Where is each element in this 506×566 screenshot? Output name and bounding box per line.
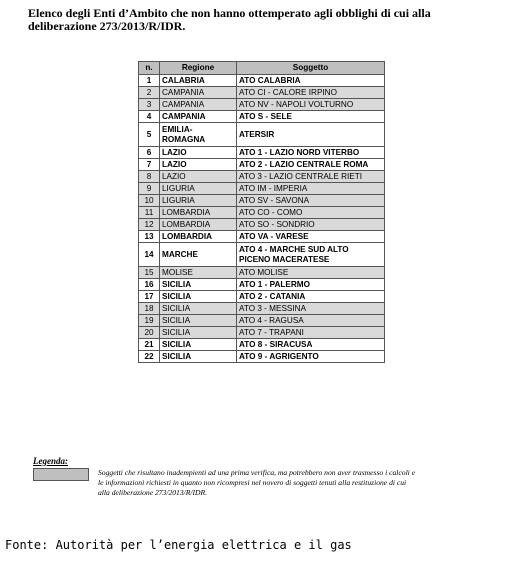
table-row	[139, 339, 385, 351]
cell-soggetto: ATO IM - IMPERIA	[237, 183, 385, 195]
cell-soggetto: ATO MOLISE	[237, 267, 385, 279]
header-regione: Regione	[160, 62, 237, 75]
cell-soggetto: ATERSIR	[237, 123, 385, 147]
cell-regione: CAMPANIA	[160, 111, 237, 123]
cell-n: 12	[139, 219, 160, 231]
cell-regione: LAZIO	[160, 147, 237, 159]
cell-n: 7	[139, 159, 160, 171]
cell-n: 20	[139, 327, 160, 339]
legend-swatch	[33, 468, 89, 481]
cell-soggetto: ATO SV - SAVONA	[237, 195, 385, 207]
cell-regione: SICILIA	[160, 303, 237, 315]
table-body	[139, 75, 385, 363]
cell-soggetto: ATO 1 - LAZIO NORD VITERBO	[237, 147, 385, 159]
table-row	[139, 207, 385, 219]
table-row	[139, 291, 385, 303]
cell-n: 13	[139, 231, 160, 243]
cell-n: 1	[139, 75, 160, 87]
cell-regione: LAZIO	[160, 171, 237, 183]
cell-regione: CAMPANIA	[160, 99, 237, 111]
cell-n: 6	[139, 147, 160, 159]
legend-label: Legenda:	[33, 456, 68, 466]
cell-n: 2	[139, 87, 160, 99]
cell-regione: EMILIA-ROMAGNA	[160, 123, 237, 147]
cell-regione: SICILIA	[160, 291, 237, 303]
cell-n: 14	[139, 243, 160, 267]
cell-soggetto: ATO 3 - MESSINA	[237, 303, 385, 315]
cell-regione: LOMBARDIA	[160, 207, 237, 219]
legend-text: Soggetti che risultano inadempienti ad una prima verifica, ma potrebbero non aver trasmesso i calcoli e le informazioni richiesti in quanto non ricompresi nel novero di soggetti tenuti alla restituzione di cui alla deliberazione 273/2013/R/IDR.	[98, 468, 416, 497]
cell-regione: SICILIA	[160, 315, 237, 327]
cell-regione: LOMBARDIA	[160, 231, 237, 243]
cell-regione: CAMPANIA	[160, 87, 237, 99]
cell-soggetto: ATO CO - COMO	[237, 207, 385, 219]
table-row	[139, 279, 385, 291]
cell-n: 8	[139, 171, 160, 183]
cell-regione: LAZIO	[160, 159, 237, 171]
cell-soggetto: ATO 2 - CATANIA	[237, 291, 385, 303]
cell-n: 9	[139, 183, 160, 195]
table-row	[139, 243, 385, 267]
table-row	[139, 147, 385, 159]
table-row	[139, 195, 385, 207]
cell-soggetto: ATO NV - NAPOLI VOLTURNO	[237, 99, 385, 111]
cell-n: 10	[139, 195, 160, 207]
table-row	[139, 87, 385, 99]
cell-soggetto: ATO VA - VARESE	[237, 231, 385, 243]
cell-soggetto: ATO S - SELE	[237, 111, 385, 123]
table-row	[139, 171, 385, 183]
cell-n: 11	[139, 207, 160, 219]
cell-regione: SICILIA	[160, 351, 237, 363]
cell-n: 16	[139, 279, 160, 291]
table-row	[139, 75, 385, 87]
cell-soggetto: ATO 3 - LAZIO CENTRALE RIETI	[237, 171, 385, 183]
cell-regione: LOMBARDIA	[160, 219, 237, 231]
source-caption: Fonte: Autorità per l’energia elettrica e il gas	[5, 538, 352, 552]
cell-soggetto: ATO 9 - AGRIGENTO	[237, 351, 385, 363]
cell-soggetto: ATO SO - SONDRIO	[237, 219, 385, 231]
cell-n: 3	[139, 99, 160, 111]
table-row	[139, 303, 385, 315]
table-row	[139, 99, 385, 111]
table-row	[139, 351, 385, 363]
table-row	[139, 327, 385, 339]
cell-soggetto: ATO 1 - PALERMO	[237, 279, 385, 291]
header-n: n.	[139, 62, 160, 75]
cell-n: 4	[139, 111, 160, 123]
table-row	[139, 183, 385, 195]
cell-n: 21	[139, 339, 160, 351]
table-row	[139, 219, 385, 231]
cell-n: 22	[139, 351, 160, 363]
cell-regione: LIGURIA	[160, 195, 237, 207]
table-row	[139, 123, 385, 147]
cell-soggetto: ATO 8 - SIRACUSA	[237, 339, 385, 351]
cell-soggetto: ATO CALABRIA	[237, 75, 385, 87]
cell-n: 18	[139, 303, 160, 315]
cell-regione: LIGURIA	[160, 183, 237, 195]
enti-table	[138, 61, 385, 363]
table-row	[139, 267, 385, 279]
cell-soggetto: ATO 7 - TRAPANI	[237, 327, 385, 339]
document-title: Elenco degli Enti d’Ambito che non hanno ottemperato agli obblighi di cui alla deliberazione 273/2013/R/IDR.	[28, 6, 431, 33]
table-row	[139, 159, 385, 171]
header-soggetto: Soggetto	[237, 62, 385, 75]
table-row	[139, 231, 385, 243]
table-header-row	[139, 62, 385, 75]
table-row	[139, 315, 385, 327]
table-row	[139, 111, 385, 123]
cell-n: 19	[139, 315, 160, 327]
cell-n: 5	[139, 123, 160, 147]
cell-regione: MARCHE	[160, 243, 237, 267]
cell-n: 15	[139, 267, 160, 279]
cell-regione: MOLISE	[160, 267, 237, 279]
cell-soggetto: ATO 4 - MARCHE SUD ALTO PICENO MACERATESE	[237, 243, 385, 267]
cell-regione: SICILIA	[160, 279, 237, 291]
cell-soggetto: ATO 4 - RAGUSA	[237, 315, 385, 327]
cell-n: 17	[139, 291, 160, 303]
cell-soggetto: ATO 2 - LAZIO CENTRALE ROMA	[237, 159, 385, 171]
cell-regione: SICILIA	[160, 327, 237, 339]
cell-regione: SICILIA	[160, 339, 237, 351]
cell-soggetto: ATO CI - CALORE IRPINO	[237, 87, 385, 99]
cell-regione: CALABRIA	[160, 75, 237, 87]
